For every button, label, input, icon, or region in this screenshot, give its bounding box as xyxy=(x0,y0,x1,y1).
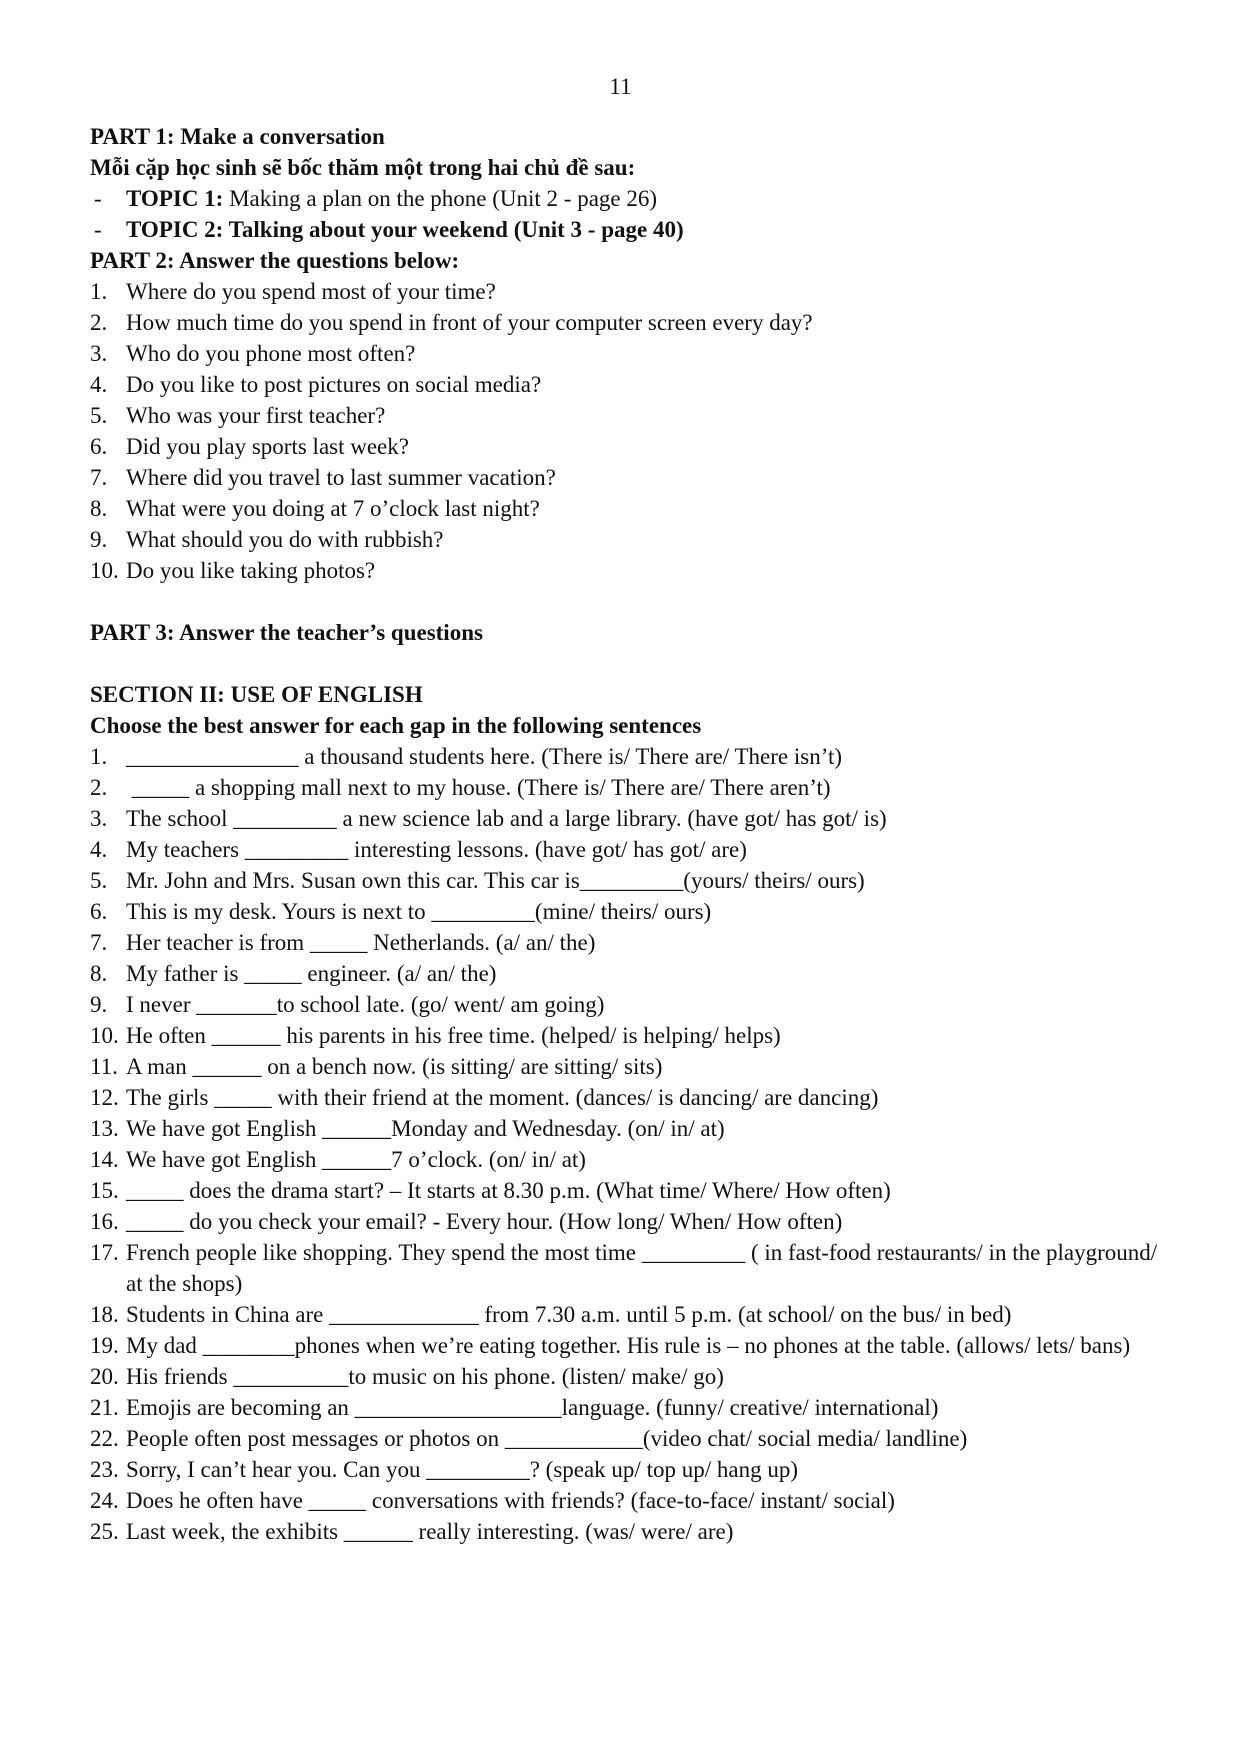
exercise-item xyxy=(90,927,1170,958)
item-text: Emojis are becoming an __________________language. (funny/ creative/ international) xyxy=(126,1395,939,1420)
item-number: 4. xyxy=(90,837,108,862)
part1-instruction: Mỗi cặp học sinh sẽ bốc thăm một trong hai chủ đề sau: xyxy=(90,155,636,180)
item-number: 6. xyxy=(90,899,108,924)
question-item xyxy=(90,400,1170,431)
item-number: 17. xyxy=(90,1240,119,1265)
item-text: Mr. John and Mrs. Susan own this car. This car is_________(yours/ theirs/ ours) xyxy=(126,868,865,893)
part2-title: PART 2: Answer the questions below: xyxy=(90,248,460,273)
exercise-item xyxy=(90,772,1170,803)
exercise-item xyxy=(90,1206,1170,1237)
item-text: My father is _____ engineer. (a/ an/ the) xyxy=(126,961,497,986)
item-number: 10. xyxy=(90,1023,119,1048)
item-number: 23. xyxy=(90,1457,119,1482)
topic-dash: - xyxy=(94,186,102,211)
item-text: My teachers _________ interesting lessons. (have got/ has got/ are) xyxy=(126,837,747,862)
item-text: Do you like to post pictures on social media? xyxy=(126,372,542,397)
item-text: Her teacher is from _____ Netherlands. (a/ an/ the) xyxy=(126,930,596,955)
exercise-item xyxy=(90,1237,1170,1299)
exercise-item xyxy=(90,803,1170,834)
exercise-item xyxy=(90,1020,1170,1051)
topic-item xyxy=(90,183,1170,214)
exercise-item xyxy=(90,1454,1170,1485)
item-number: 3. xyxy=(90,806,108,831)
exercise-item xyxy=(90,1175,1170,1206)
item-number: 10. xyxy=(90,558,119,583)
topic-description: Making a plan on the phone (Unit 2 - page 26) xyxy=(223,186,658,211)
item-text: The girls _____ with their friend at the moment. (dances/ is dancing/ are dancing) xyxy=(126,1085,879,1110)
item-number: 2. xyxy=(90,310,108,335)
item-number: 6. xyxy=(90,434,108,459)
topic-label: TOPIC 2: Talking about your weekend (Unit 3 - page 40) xyxy=(126,217,684,242)
item-text: We have got English ______7 o’clock. (on/ in/ at) xyxy=(126,1147,586,1172)
topic-text-wrap xyxy=(126,183,1170,214)
question-item xyxy=(90,276,1170,307)
item-text: _____ a shopping mall next to my house. (There is/ There are/ There aren’t) xyxy=(126,775,831,800)
exercise-item xyxy=(90,1485,1170,1516)
question-list xyxy=(90,276,1170,586)
exercise-item xyxy=(90,1113,1170,1144)
exercise-item xyxy=(90,958,1170,989)
item-number: 22. xyxy=(90,1426,119,1451)
item-text: Sorry, I can’t hear you. Can you _________? (speak up/ top up/ hang up) xyxy=(126,1457,798,1482)
item-text: How much time do you spend in front of your computer screen every day? xyxy=(126,310,813,335)
item-text: Who was your first teacher? xyxy=(126,403,386,428)
item-text: I never _______to school late. (go/ went/ am going) xyxy=(126,992,605,1017)
item-text: French people like shopping. They spend the most time _________ ( in fast-food restaurants/ in the playground/ at the shops) xyxy=(126,1240,1163,1296)
item-number: 9. xyxy=(90,527,108,552)
question-item xyxy=(90,431,1170,462)
item-text: My dad ________phones when we’re eating together. His rule is – no phones at the table. (allows/ lets/ bans) xyxy=(126,1333,1131,1358)
section2-instruction: Choose the best answer for each gap in the following sentences xyxy=(90,713,702,738)
item-number: 11. xyxy=(90,1054,118,1079)
topic-text-wrap xyxy=(126,214,1170,245)
exercise-item xyxy=(90,1516,1170,1547)
topic-dash: - xyxy=(94,217,102,242)
item-number: 4. xyxy=(90,372,108,397)
exercise-item xyxy=(90,896,1170,927)
section2-title: SECTION II: USE OF ENGLISH xyxy=(90,682,423,707)
item-text: He often ______ his parents in his free time. (helped/ is helping/ helps) xyxy=(126,1023,781,1048)
exercise-item xyxy=(90,1330,1170,1361)
exercise-item xyxy=(90,834,1170,865)
question-item xyxy=(90,307,1170,338)
exercise-item xyxy=(90,1423,1170,1454)
item-number: 7. xyxy=(90,465,108,490)
document-body xyxy=(90,121,1170,1547)
exercise-item xyxy=(90,1051,1170,1082)
item-number: 1. xyxy=(90,744,108,769)
item-text: His friends __________to music on his phone. (listen/ make/ go) xyxy=(126,1364,724,1389)
question-item xyxy=(90,369,1170,400)
item-number: 2. xyxy=(90,775,108,800)
question-item xyxy=(90,462,1170,493)
item-number: 16. xyxy=(90,1209,119,1234)
item-text: The school _________ a new science lab and a large library. (have got/ has got/ is) xyxy=(126,806,887,831)
item-text: This is my desk. Yours is next to _________(mine/ theirs/ ours) xyxy=(126,899,712,924)
exercise-item xyxy=(90,741,1170,772)
item-number: 1. xyxy=(90,279,108,304)
item-text: What were you doing at 7 o’clock last night? xyxy=(126,496,540,521)
item-text: Who do you phone most often? xyxy=(126,341,416,366)
exercise-item xyxy=(90,865,1170,896)
item-text: Where did you travel to last summer vacation? xyxy=(126,465,556,490)
page-number: 11 xyxy=(609,74,632,99)
item-number: 3. xyxy=(90,341,108,366)
topic-label: TOPIC 1: xyxy=(126,186,224,211)
item-number: 8. xyxy=(90,961,108,986)
item-text: Does he often have _____ conversations with friends? (face-to-face/ instant/ social) xyxy=(126,1488,895,1513)
item-number: 18. xyxy=(90,1302,119,1327)
question-item xyxy=(90,555,1170,586)
item-number: 24. xyxy=(90,1488,119,1513)
exercise-item xyxy=(90,1361,1170,1392)
item-number: 14. xyxy=(90,1147,119,1172)
item-number: 12. xyxy=(90,1085,119,1110)
item-number: 13. xyxy=(90,1116,119,1141)
item-number: 5. xyxy=(90,403,108,428)
item-number: 5. xyxy=(90,868,108,893)
exercise-item xyxy=(90,1392,1170,1423)
part3-title: PART 3: Answer the teacher’s questions xyxy=(90,620,483,645)
item-number: 7. xyxy=(90,930,108,955)
item-number: 25. xyxy=(90,1519,119,1544)
question-item xyxy=(90,338,1170,369)
item-text: _______________ a thousand students here. (There is/ There are/ There isn’t) xyxy=(126,744,843,769)
item-number: 21. xyxy=(90,1395,119,1420)
exercise-item xyxy=(90,1082,1170,1113)
item-number: 15. xyxy=(90,1178,119,1203)
exercise-item xyxy=(90,1299,1170,1330)
exercise-item xyxy=(90,1144,1170,1175)
part1-title: PART 1: Make a conversation xyxy=(90,124,385,149)
item-number: 19. xyxy=(90,1333,119,1358)
exercise-item xyxy=(90,989,1170,1020)
item-number: 20. xyxy=(90,1364,119,1389)
question-item xyxy=(90,524,1170,555)
topic-item xyxy=(90,214,1170,245)
item-number: 9. xyxy=(90,992,108,1017)
question-item xyxy=(90,493,1170,524)
item-text: Where do you spend most of your time? xyxy=(126,279,496,304)
item-text: Did you play sports last week? xyxy=(126,434,409,459)
item-text: _____ does the drama start? – It starts at 8.30 p.m. (What time/ Where/ How often) xyxy=(126,1178,891,1203)
item-text: Last week, the exhibits ______ really interesting. (was/ were/ are) xyxy=(126,1519,734,1544)
item-number: 8. xyxy=(90,496,108,521)
item-text: _____ do you check your email? - Every hour. (How long/ When/ How often) xyxy=(126,1209,843,1234)
item-text: Students in China are _____________ from 7.30 a.m. until 5 p.m. (at school/ on the bus/ in bed) xyxy=(126,1302,1012,1327)
exercise-list xyxy=(90,741,1170,1547)
item-text: Do you like taking photos? xyxy=(126,558,376,583)
item-text: People often post messages or photos on ____________(video chat/ social media/ landline) xyxy=(126,1426,968,1451)
item-text: We have got English ______Monday and Wednesday. (on/ in/ at) xyxy=(126,1116,725,1141)
item-text: A man ______ on a bench now. (is sitting/ are sitting/ sits) xyxy=(126,1054,663,1079)
topic-list xyxy=(90,183,1170,245)
item-text: What should you do with rubbish? xyxy=(126,527,444,552)
